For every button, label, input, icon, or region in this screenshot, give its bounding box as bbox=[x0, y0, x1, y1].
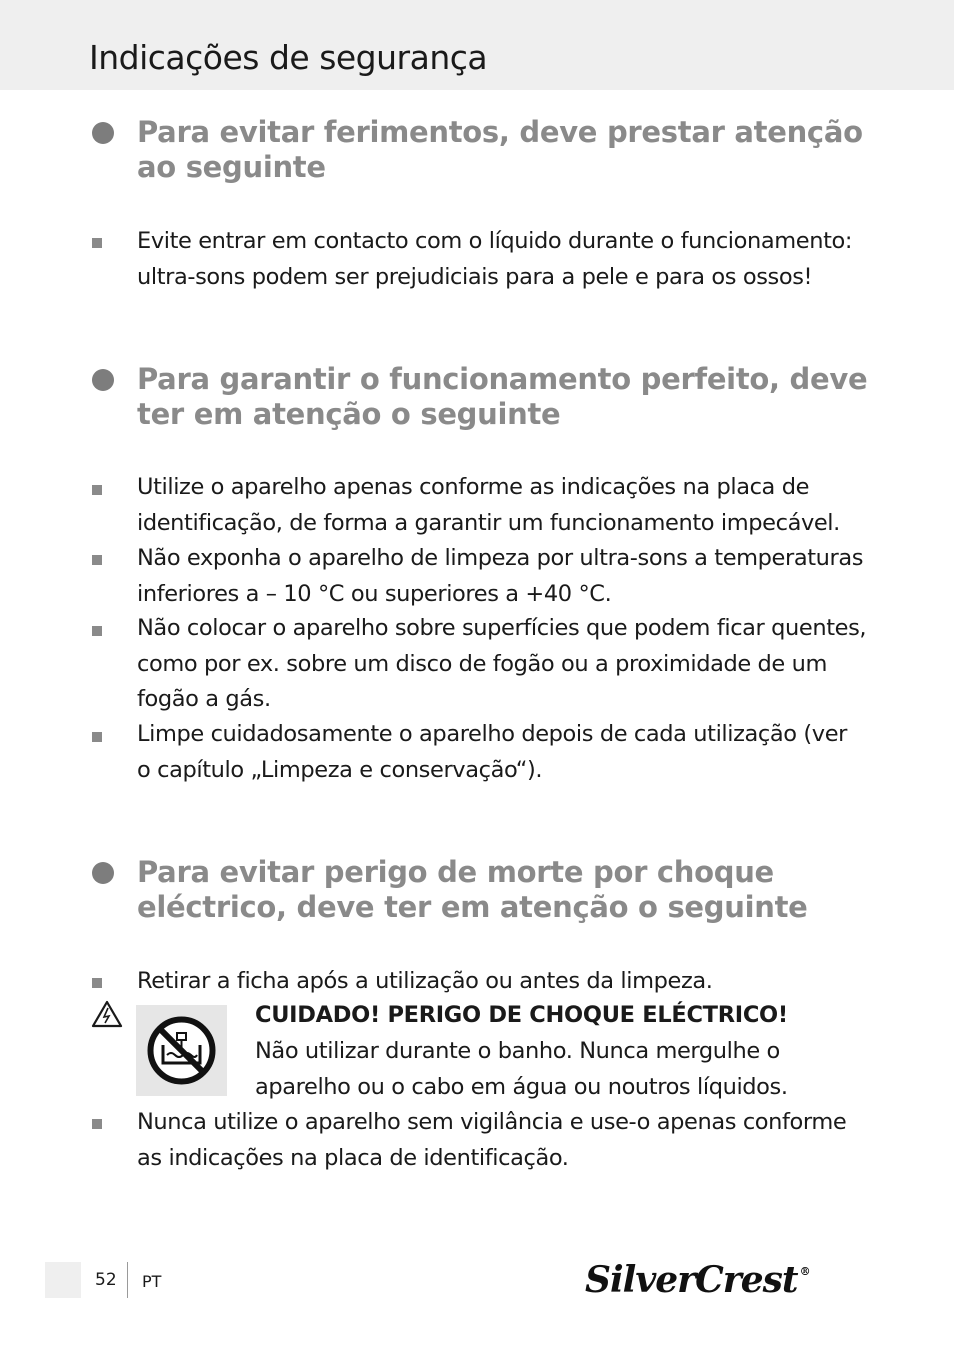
brand-name: SilverCrest bbox=[585, 1259, 798, 1301]
brand-logo bbox=[585, 1259, 810, 1301]
section-heading-operation bbox=[137, 362, 897, 432]
section-bullet-icon bbox=[92, 862, 114, 884]
list-bullet-icon bbox=[92, 555, 102, 565]
no-bath-icon bbox=[136, 1005, 227, 1096]
section-heading-injury bbox=[137, 115, 897, 185]
list-item: Nunca utilize o aparelho sem vigilância e use-o apenas conforme as indicações na placa de identificação. bbox=[137, 1109, 847, 1171]
section-heading-text: Para evitar ferimentos, deve prestar atenção ao seguinte bbox=[137, 115, 863, 184]
section-heading-text: Para garantir o funcionamento perfeito, deve ter em atenção o seguinte bbox=[137, 362, 868, 431]
list-item: Evite entrar em contacto com o líquido durante o funcionamento: ultra-sons podem ser prejudiciais para a pele e para os ossos! bbox=[137, 228, 853, 290]
registered-mark: ® bbox=[799, 1265, 810, 1278]
list-bullet-icon bbox=[92, 238, 102, 248]
warning-triangle-icon bbox=[91, 1000, 123, 1028]
list-item: Retirar a ficha após a utilização ou antes da limpeza. bbox=[137, 968, 713, 994]
warning-title: CUIDADO! PERIGO DE CHOQUE ELÉCTRICO! bbox=[255, 1002, 788, 1028]
warning-text: Não utilizar durante o banho. Nunca mergulhe o aparelho ou o cabo em água ou noutros líquidos. bbox=[255, 1038, 788, 1100]
list-bullet-icon bbox=[92, 732, 102, 742]
list-item: Limpe cuidadosamente o aparelho depois de cada utilização (ver o capítulo „Limpeza e conservação“). bbox=[137, 721, 847, 783]
footer-divider bbox=[127, 1262, 128, 1298]
list-bullet-icon bbox=[92, 978, 102, 988]
section-heading-text: Para evitar perigo de morte por choque eléctrico, deve ter em atenção o seguinte bbox=[137, 855, 808, 924]
language-code: PT bbox=[142, 1272, 162, 1291]
list-bullet-icon bbox=[92, 1119, 102, 1129]
list-item: Não colocar o aparelho sobre superfícies que podem ficar quentes, como por ex. sobre um disco de fogão ou a proximidade de um fogão a gás. bbox=[137, 615, 867, 712]
list-item: Utilize o aparelho apenas conforme as indicações na placa de identificação, de forma a garantir um funcionamento impecável. bbox=[137, 474, 840, 536]
footer-box bbox=[45, 1262, 81, 1298]
page-title: Indicações de segurança bbox=[89, 38, 488, 77]
section-heading-electric bbox=[137, 855, 897, 925]
page-number: 52 bbox=[95, 1270, 117, 1290]
list-item: Não exponha o aparelho de limpeza por ultra-sons a temperaturas inferiores a – 10 °C ou superiores a +40 °C. bbox=[137, 545, 864, 607]
list-bullet-icon bbox=[92, 485, 102, 495]
list-bullet-icon bbox=[92, 626, 102, 636]
section-bullet-icon bbox=[92, 369, 114, 391]
section-bullet-icon bbox=[92, 122, 114, 144]
